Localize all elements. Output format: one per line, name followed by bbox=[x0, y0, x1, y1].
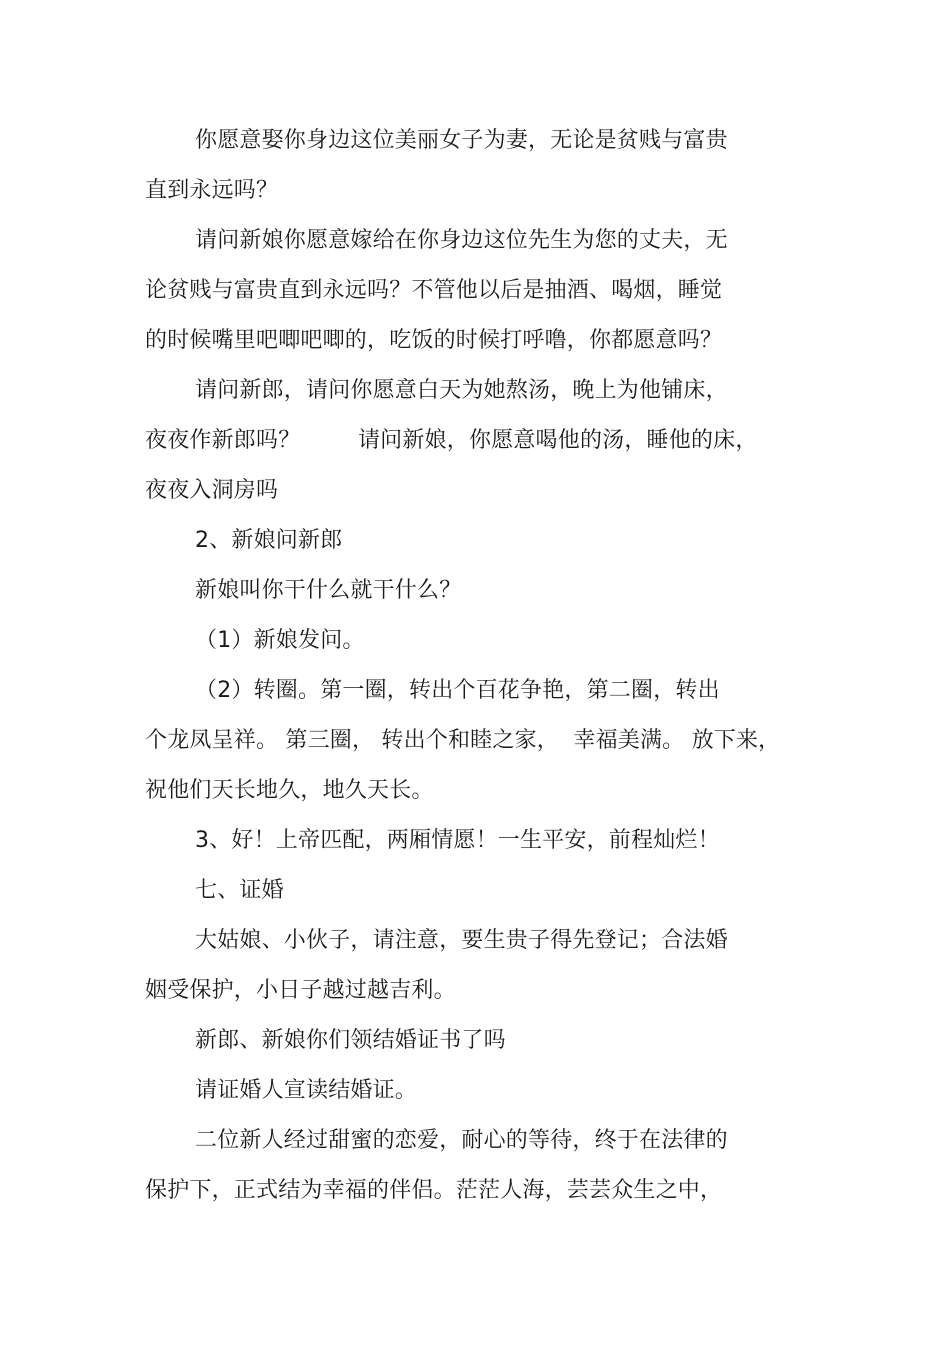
section-heading: 3、好！上帝匹配，两厢情愿！一生平安，前程灿烂！ bbox=[195, 828, 720, 853]
paragraph-line: 夜夜作新郎吗？ 请问新娘，你愿意喝他的汤，睡他的床， bbox=[145, 428, 758, 453]
paragraph-line: 新娘叫你干什么就干什么？ bbox=[195, 578, 462, 603]
paragraph-line: 你愿意娶你身边这位美丽女子为妻，无论是贫贱与富贵 bbox=[195, 128, 728, 153]
paragraph-line: 请问新娘你愿意嫁给在你身边这位先生为您的丈夫，无 bbox=[195, 228, 728, 253]
section-heading: 2、新娘问新郎 bbox=[195, 528, 343, 553]
paragraph-line: 论贫贱与富贵直到永远吗？不管他以后是抽酒、喝烟，睡觉 bbox=[145, 278, 723, 303]
paragraph-line: 二位新人经过甜蜜的恋爱，耐心的等待，终于在法律的 bbox=[195, 1128, 728, 1153]
paragraph-line: 夜夜入洞房吗 bbox=[145, 478, 279, 503]
paragraph-line: 大姑娘、小伙子，请注意，要生贵子得先登记；合法婚 bbox=[195, 928, 728, 953]
paragraph-line: 请证婚人宣读结婚证。 bbox=[195, 1078, 418, 1103]
paragraph-line: 姻受保护，小日子越过越吉利。 bbox=[145, 978, 456, 1003]
paragraph-line: 直到永远吗？ bbox=[145, 178, 279, 203]
paragraph-line: 请问新郎，请问你愿意白天为她熬汤，晚上为他铺床， bbox=[195, 378, 728, 403]
paragraph-line: 保护下，正式结为幸福的伴侣。茫茫人海，芸芸众生之中， bbox=[145, 1178, 723, 1203]
paragraph-line: 的时候嘴里吧唧吧唧的，吃饭的时候打呼噜，你都愿意吗？ bbox=[145, 328, 723, 353]
paragraph-line: 祝他们天长地久，地久天长。 bbox=[145, 778, 434, 803]
section-heading: 七、证婚 bbox=[195, 878, 284, 903]
paragraph-line: 个龙凤呈祥。 第三圈， 转出个和睦之家， 幸福美满。 放下来， bbox=[145, 728, 781, 753]
list-item: （2）转圈。第一圈，转出个百花争艳，第二圈，转出 bbox=[195, 678, 720, 703]
paragraph-line: 新郎、新娘你们领结婚证书了吗 bbox=[195, 1028, 506, 1053]
list-item: （1）新娘发问。 bbox=[195, 628, 365, 653]
